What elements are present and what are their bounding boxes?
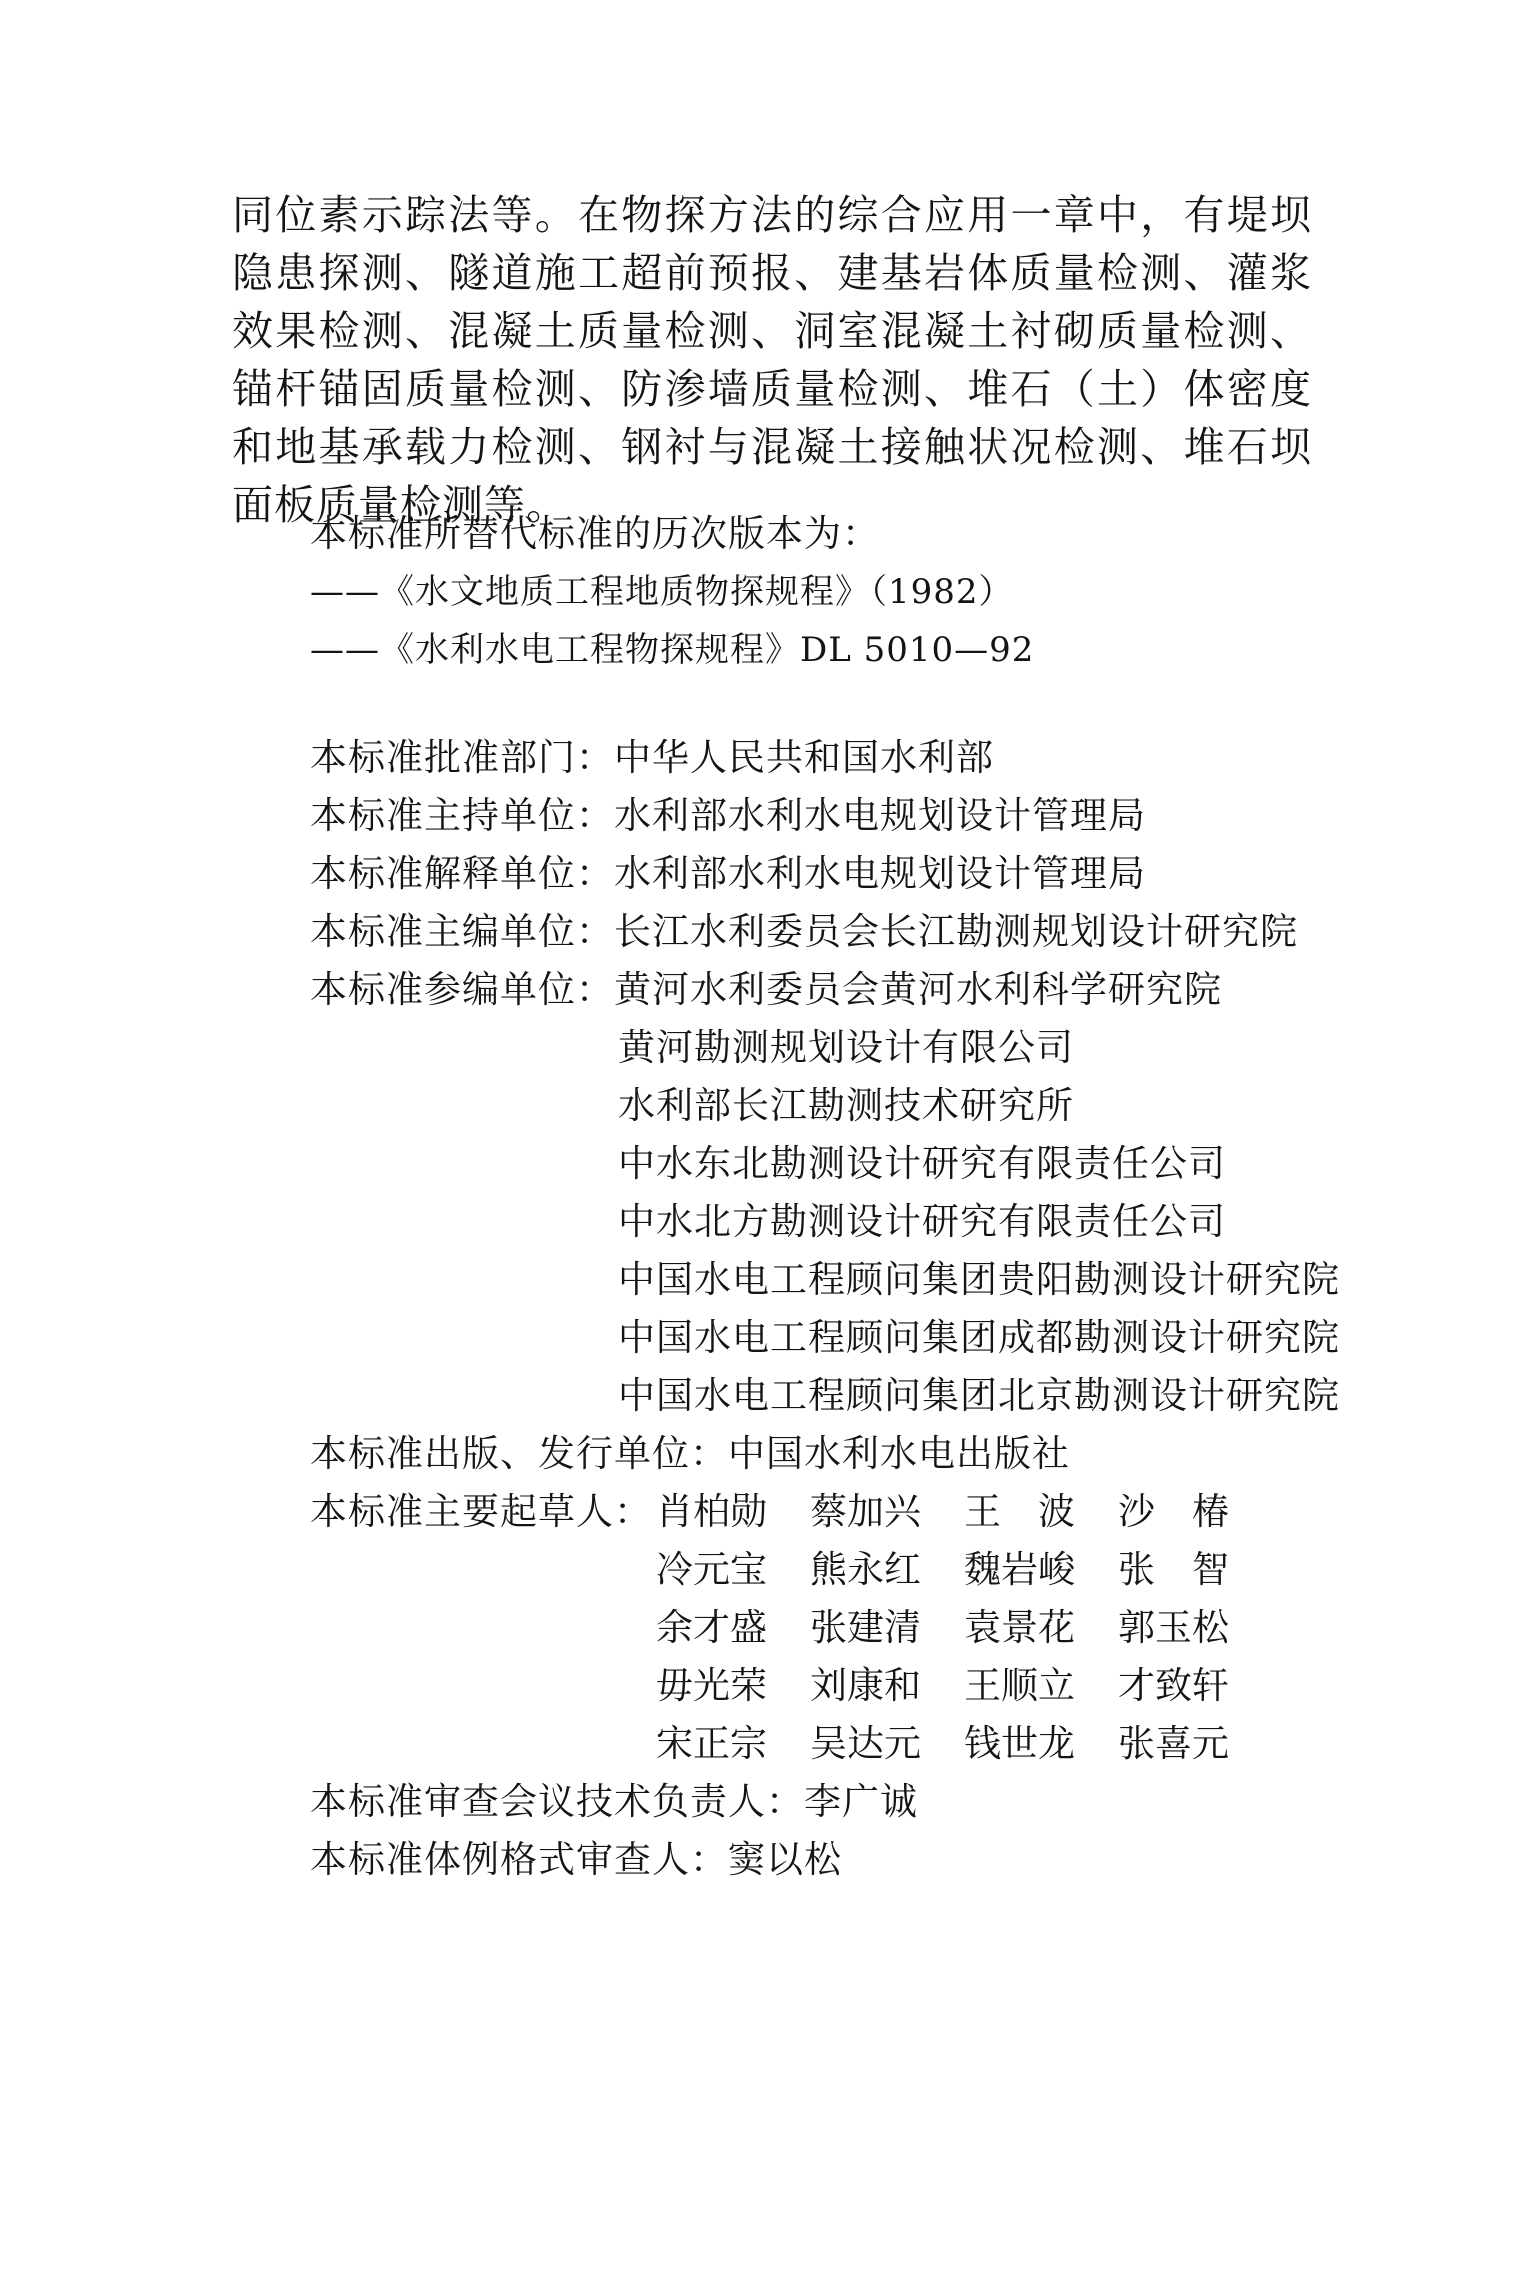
tech-reviewer-label: 本标准审查会议技术负责人：: [310, 1780, 804, 1823]
drafter-name: 蔡加兴: [810, 1490, 921, 1533]
host-unit-line: [310, 794, 1146, 838]
version-item: ——《水利水电工程物探规程》DL 5010—92: [310, 630, 1035, 670]
publisher-line: [310, 1432, 1070, 1476]
drafter-name: 郭玉松: [1118, 1606, 1229, 1649]
approval-dept-line: [310, 736, 994, 780]
format-reviewer-label: 本标准体例格式审查人：: [310, 1838, 728, 1881]
drafters-row: [656, 1548, 1296, 1592]
intro-paragraph: 同位素示踪法等。在物探方法的综合应用一章中，有堤坝隐患探测、隧道施工超前预报、建基岩体质量检测、灌浆效果检测、混凝土质量检测、洞室混凝土衬砌质量检测、锚杆锚固质量检测、防渗墙质量检测、堆石（土）体密度和地基承载力检测、钢衬与混凝土接触状况检测、堆石坝面板质量检测等。: [232, 191, 1312, 529]
publisher-value: 中国水利水电出版社: [728, 1432, 1070, 1475]
participating-units-label: 本标准参编单位：: [310, 968, 614, 1011]
drafter-name: 熊永红: [810, 1548, 921, 1591]
participating-unit: 黄河水利委员会黄河水利科学研究院: [614, 968, 1222, 1011]
interpret-unit-line: [310, 852, 1146, 896]
drafter-name: 张建清: [810, 1606, 921, 1649]
drafter-name: 余才盛: [656, 1606, 767, 1649]
drafter-name: 张 智: [1118, 1548, 1229, 1591]
chief-editor-label: 本标准主编单位：: [310, 910, 614, 953]
drafters-row: [656, 1490, 1296, 1534]
drafters-row: [656, 1722, 1296, 1766]
interpret-unit-label: 本标准解释单位：: [310, 852, 614, 895]
drafter-name: 肖柏勋: [656, 1490, 767, 1533]
drafter-name: 袁景花: [964, 1606, 1075, 1649]
format-reviewer-value: 窦以松: [728, 1838, 842, 1881]
drafter-name: 宋正宗: [656, 1722, 767, 1765]
publisher-label: 本标准出版、发行单位：: [310, 1432, 728, 1475]
participating-unit: 中水北方勘测设计研究有限责任公司: [618, 1200, 1226, 1243]
drafters-label: 本标准主要起草人：: [310, 1490, 652, 1533]
host-unit-label: 本标准主持单位：: [310, 794, 614, 837]
drafter-name: 才致轩: [1118, 1664, 1229, 1707]
drafter-name: 魏岩峻: [964, 1548, 1075, 1591]
chief-editor-value: 长江水利委员会长江勘测规划设计研究院: [614, 910, 1298, 953]
drafter-name: 王顺立: [964, 1664, 1075, 1707]
drafter-name: 吴达元: [810, 1722, 921, 1765]
version-item: ——《水文地质工程地质物探规程》（1982）: [310, 572, 1014, 612]
approval-dept-value: 中华人民共和国水利部: [614, 736, 994, 779]
tech-reviewer-value: 李广诚: [804, 1780, 918, 1823]
approval-dept-label: 本标准批准部门：: [310, 736, 614, 779]
drafters-row: [656, 1606, 1296, 1650]
participating-unit: 黄河勘测规划设计有限公司: [618, 1026, 1074, 1069]
host-unit-value: 水利部水利水电规划设计管理局: [614, 794, 1146, 837]
versions-heading: 本标准所替代标准的历次版本为：: [310, 512, 880, 555]
participating-units-line: [310, 968, 1222, 1012]
drafter-name: 沙 椿: [1118, 1490, 1229, 1533]
drafter-name: 冷元宝: [656, 1548, 767, 1591]
participating-unit: 中国水电工程顾问集团北京勘测设计研究院: [618, 1374, 1340, 1417]
drafter-name: 刘康和: [810, 1664, 921, 1707]
drafter-name: 钱世龙: [964, 1722, 1075, 1765]
chief-editor-line: [310, 910, 1298, 954]
tech-reviewer-line: [310, 1780, 918, 1824]
format-reviewer-line: [310, 1838, 842, 1882]
drafter-name: 张喜元: [1118, 1722, 1229, 1765]
interpret-unit-value: 水利部水利水电规划设计管理局: [614, 852, 1146, 895]
drafters-row: [656, 1664, 1296, 1708]
participating-unit: 中国水电工程顾问集团成都勘测设计研究院: [618, 1316, 1340, 1359]
participating-unit: 水利部长江勘测技术研究所: [618, 1084, 1074, 1127]
drafter-name: 王 波: [964, 1490, 1075, 1533]
participating-unit: 中水东北勘测设计研究有限责任公司: [618, 1142, 1226, 1185]
drafter-name: 毋光荣: [656, 1664, 767, 1707]
participating-unit: 中国水电工程顾问集团贵阳勘测设计研究院: [618, 1258, 1340, 1301]
